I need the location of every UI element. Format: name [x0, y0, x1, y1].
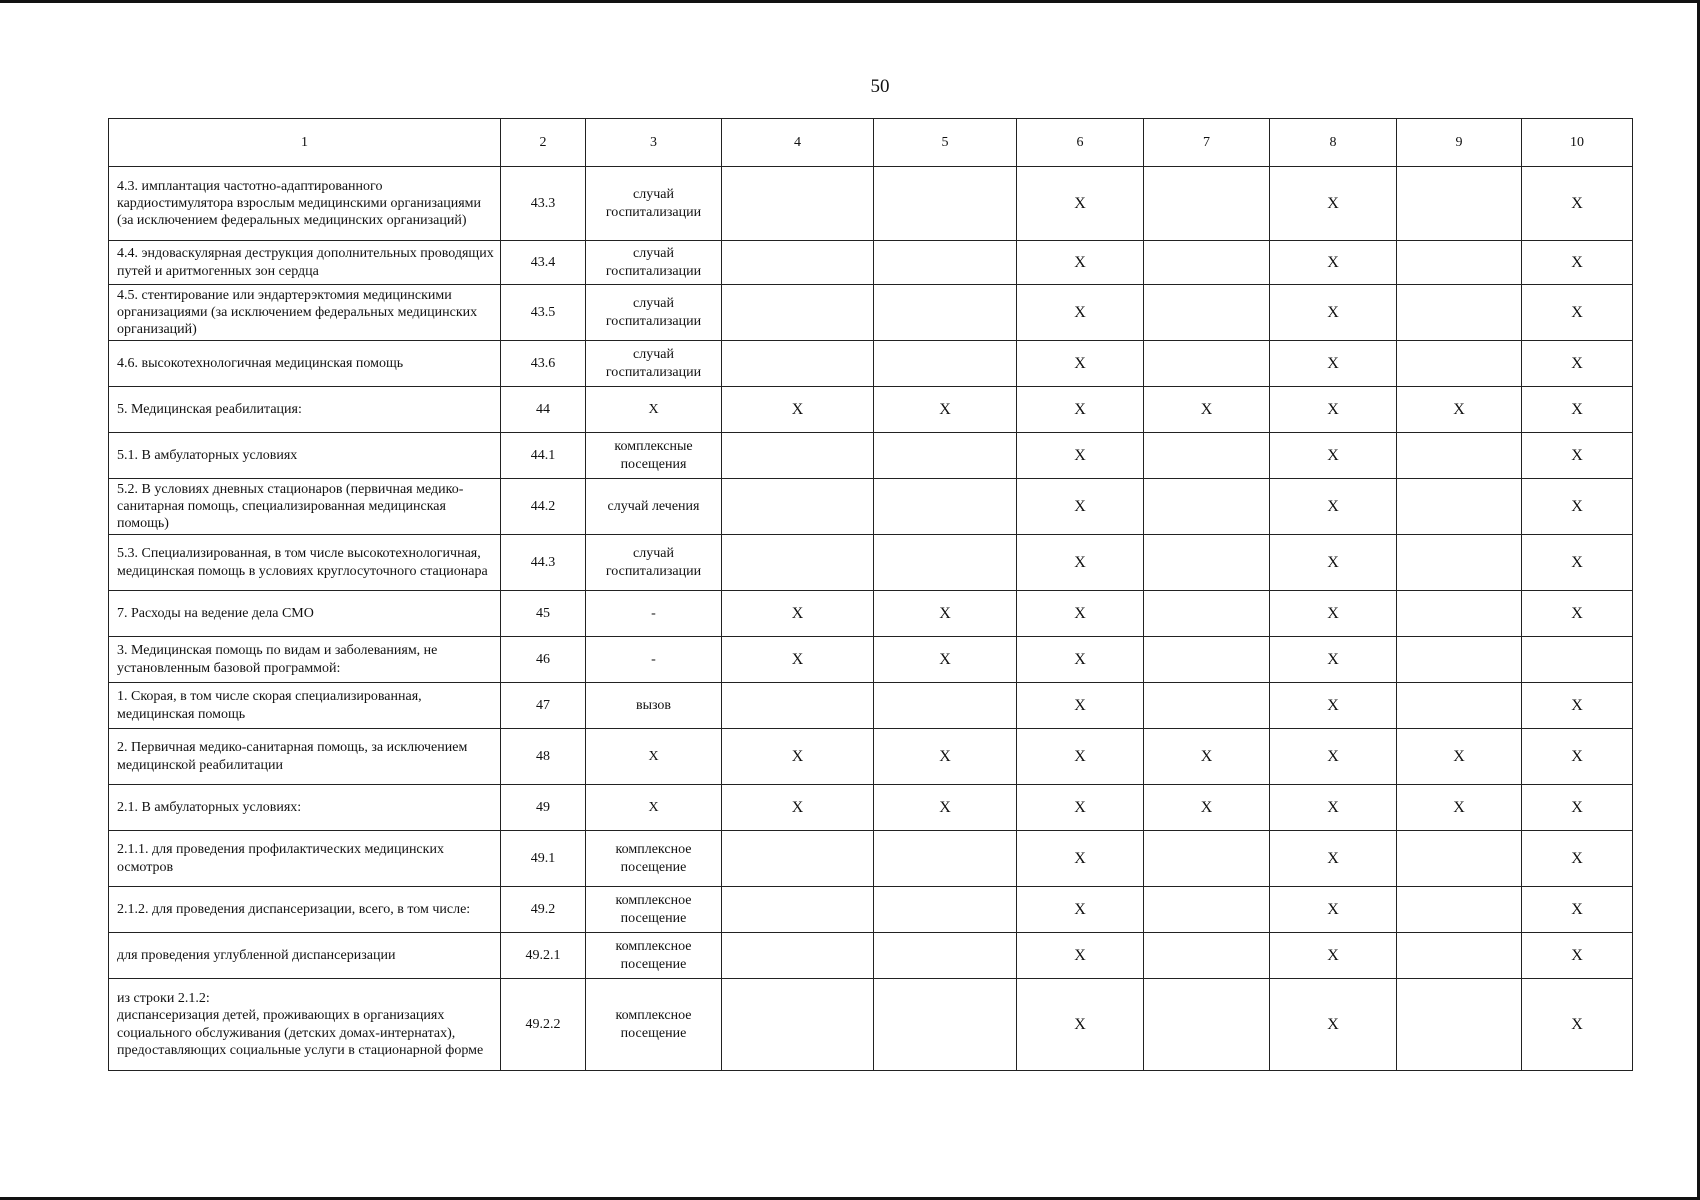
- table-cell-col7: X: [1144, 785, 1270, 831]
- table-cell-col2: 49.2: [501, 887, 586, 933]
- table-cell-col9: X: [1397, 387, 1522, 433]
- table-cell-col10: X: [1522, 979, 1633, 1071]
- table-cell-col5: [874, 341, 1017, 387]
- table-cell-col7: [1144, 341, 1270, 387]
- table-cell-col2: 44.2: [501, 479, 586, 535]
- table-cell-col3: комплексное посещение: [586, 887, 722, 933]
- table-cell-col3: комплексное посещение: [586, 979, 722, 1071]
- table-cell-col9: [1397, 433, 1522, 479]
- table-cell-col10: X: [1522, 387, 1633, 433]
- table-cell-col3: комплексное посещение: [586, 831, 722, 887]
- table-cell-col1: 7. Расходы на ведение дела СМО: [109, 591, 501, 637]
- table-cell-col9: X: [1397, 729, 1522, 785]
- table-cell-col1: 2.1. В амбулаторных условиях:: [109, 785, 501, 831]
- column-header: 7: [1144, 119, 1270, 167]
- table-cell-col1: из строки 2.1.2: диспансеризация детей, проживающих в организациях социального обслуживания (детских домах-интернатах), предоставляющих социальные услуги в стационарной форме: [109, 979, 501, 1071]
- table-cell-col8: X: [1270, 831, 1397, 887]
- table-cell-col4: X: [722, 729, 874, 785]
- table-cell-col7: [1144, 535, 1270, 591]
- table-cell-col7: [1144, 285, 1270, 341]
- table-cell-col4: [722, 683, 874, 729]
- table-cell-col5: [874, 979, 1017, 1071]
- table-cell-col3: вызов: [586, 683, 722, 729]
- column-header: 2: [501, 119, 586, 167]
- table-row: [109, 167, 1633, 241]
- table-row: [109, 591, 1633, 637]
- table-cell-col5: X: [874, 785, 1017, 831]
- table-cell-col1: 4.6. высокотехнологичная медицинская помощь: [109, 341, 501, 387]
- table-row: [109, 683, 1633, 729]
- table-cell-col4: X: [722, 591, 874, 637]
- column-header: 8: [1270, 119, 1397, 167]
- table-cell-col1: 2.1.1. для проведения профилактических медицинских осмотров: [109, 831, 501, 887]
- table-cell-col10: X: [1522, 887, 1633, 933]
- column-header: 10: [1522, 119, 1633, 167]
- table-row: [109, 479, 1633, 535]
- table-cell-col6: X: [1017, 341, 1144, 387]
- table-cell-col1: 4.3. имплантация частотно-адаптированного кардиостимулятора взрослым медицинскими организациями (за исключением федеральных медицинских организаций): [109, 167, 501, 241]
- table-cell-col8: X: [1270, 887, 1397, 933]
- table-cell-col10: X: [1522, 285, 1633, 341]
- table-cell-col2: 44.3: [501, 535, 586, 591]
- table-cell-col3: комплексное посещение: [586, 933, 722, 979]
- table-cell-col4: [722, 979, 874, 1071]
- table-cell-col3: случай лечения: [586, 479, 722, 535]
- table-cell-col4: [722, 285, 874, 341]
- table-cell-col9: [1397, 241, 1522, 285]
- column-header: 4: [722, 119, 874, 167]
- table-cell-col7: X: [1144, 387, 1270, 433]
- table-cell-col3: комплексные посещения: [586, 433, 722, 479]
- table-cell-col1: 2. Первичная медико-санитарная помощь, за исключением медицинской реабилитации: [109, 729, 501, 785]
- scan-edge-top: [0, 0, 1700, 3]
- table-cell-col3: случай госпитализации: [586, 535, 722, 591]
- table-cell-col9: [1397, 683, 1522, 729]
- table-cell-col2: 49.2.1: [501, 933, 586, 979]
- table-cell-col6: X: [1017, 683, 1144, 729]
- table-cell-col8: X: [1270, 683, 1397, 729]
- table-cell-col3: случай госпитализации: [586, 285, 722, 341]
- table-cell-col5: [874, 433, 1017, 479]
- table-cell-col6: X: [1017, 241, 1144, 285]
- header-row: [109, 119, 1633, 167]
- table-cell-col7: [1144, 241, 1270, 285]
- table-cell-col10: X: [1522, 683, 1633, 729]
- table-row: [109, 241, 1633, 285]
- table-cell-col3: X: [586, 785, 722, 831]
- table-cell-col2: 44.1: [501, 433, 586, 479]
- table-cell-col7: [1144, 479, 1270, 535]
- table-row: [109, 887, 1633, 933]
- table-cell-col5: [874, 241, 1017, 285]
- table-cell-col7: X: [1144, 729, 1270, 785]
- table-cell-col4: X: [722, 637, 874, 683]
- table-cell-col2: 43.3: [501, 167, 586, 241]
- table-cell-col5: [874, 479, 1017, 535]
- data-table: [108, 118, 1633, 1071]
- table-cell-col8: X: [1270, 387, 1397, 433]
- table-cell-col6: X: [1017, 285, 1144, 341]
- table-row: [109, 341, 1633, 387]
- table-cell-col1: 2.1.2. для проведения диспансеризации, всего, в том числе:: [109, 887, 501, 933]
- table-cell-col7: [1144, 637, 1270, 683]
- table-cell-col8: X: [1270, 979, 1397, 1071]
- table-cell-col10: X: [1522, 831, 1633, 887]
- table-cell-col8: X: [1270, 637, 1397, 683]
- table-cell-col8: X: [1270, 933, 1397, 979]
- table-cell-col6: X: [1017, 933, 1144, 979]
- table-cell-col2: 49.2.2: [501, 979, 586, 1071]
- table-cell-col9: [1397, 979, 1522, 1071]
- table-cell-col4: [722, 933, 874, 979]
- table-cell-col6: X: [1017, 433, 1144, 479]
- table-cell-col6: X: [1017, 167, 1144, 241]
- table-cell-col5: X: [874, 729, 1017, 785]
- table-cell-col4: [722, 535, 874, 591]
- table-cell-col9: [1397, 831, 1522, 887]
- table-cell-col10: X: [1522, 241, 1633, 285]
- table-cell-col6: X: [1017, 979, 1144, 1071]
- table-row: [109, 933, 1633, 979]
- table-cell-col8: X: [1270, 285, 1397, 341]
- table-row: [109, 785, 1633, 831]
- table-row: [109, 979, 1633, 1071]
- table-cell-col10: X: [1522, 535, 1633, 591]
- table-cell-col10: X: [1522, 167, 1633, 241]
- table-cell-col7: [1144, 933, 1270, 979]
- table-cell-col3: случай госпитализации: [586, 241, 722, 285]
- table-cell-col2: 44: [501, 387, 586, 433]
- table-row: [109, 729, 1633, 785]
- table-cell-col6: X: [1017, 729, 1144, 785]
- table-row: [109, 387, 1633, 433]
- column-header: 3: [586, 119, 722, 167]
- table-cell-col9: [1397, 887, 1522, 933]
- table-cell-col10: [1522, 637, 1633, 683]
- table-row: [109, 535, 1633, 591]
- table-cell-col1: 4.4. эндоваскулярная деструкция дополнительных проводящих путей и аритмогенных зон сердца: [109, 241, 501, 285]
- table-cell-col10: X: [1522, 591, 1633, 637]
- table-cell-col8: X: [1270, 341, 1397, 387]
- table-cell-col9: [1397, 591, 1522, 637]
- table-row: [109, 831, 1633, 887]
- table-cell-col6: X: [1017, 535, 1144, 591]
- table-cell-col8: X: [1270, 241, 1397, 285]
- table-body: [109, 167, 1633, 1071]
- table-cell-col4: [722, 887, 874, 933]
- table-cell-col6: X: [1017, 479, 1144, 535]
- table-cell-col4: [722, 241, 874, 285]
- table-cell-col7: [1144, 887, 1270, 933]
- table-cell-col3: случай госпитализации: [586, 341, 722, 387]
- table-cell-col7: [1144, 167, 1270, 241]
- table-cell-col3: случай госпитализации: [586, 167, 722, 241]
- table-cell-col5: [874, 683, 1017, 729]
- table-cell-col1: 3. Медицинская помощь по видам и заболеваниям, не установленным базовой программой:: [109, 637, 501, 683]
- table-cell-col6: X: [1017, 591, 1144, 637]
- table-cell-col8: X: [1270, 729, 1397, 785]
- table-cell-col1: для проведения углубленной диспансеризации: [109, 933, 501, 979]
- table-cell-col10: X: [1522, 729, 1633, 785]
- table-cell-col1: 5.3. Специализированная, в том числе высокотехнологичная, медицинская помощь в условиях круглосуточного стационара: [109, 535, 501, 591]
- table-cell-col7: [1144, 683, 1270, 729]
- table-cell-col9: [1397, 535, 1522, 591]
- table-cell-col7: [1144, 433, 1270, 479]
- table-cell-col5: [874, 831, 1017, 887]
- table-cell-col5: [874, 285, 1017, 341]
- table-cell-col5: X: [874, 387, 1017, 433]
- table-cell-col4: [722, 167, 874, 241]
- page-number: 50: [870, 76, 890, 97]
- table-cell-col9: [1397, 933, 1522, 979]
- table-cell-col5: [874, 887, 1017, 933]
- column-header: 9: [1397, 119, 1522, 167]
- column-header: 6: [1017, 119, 1144, 167]
- table-cell-col1: 4.5. стентирование или эндартерэктомия медицинскими организациями (за исключением федеральных медицинских организаций): [109, 285, 501, 341]
- table-cell-col2: 47: [501, 683, 586, 729]
- table-cell-col5: [874, 167, 1017, 241]
- table-cell-col2: 43.5: [501, 285, 586, 341]
- table-cell-col2: 49: [501, 785, 586, 831]
- table-cell-col2: 45: [501, 591, 586, 637]
- table-row: [109, 637, 1633, 683]
- table-cell-col4: [722, 433, 874, 479]
- table-cell-col9: [1397, 167, 1522, 241]
- table-cell-col8: X: [1270, 479, 1397, 535]
- table-cell-col4: [722, 479, 874, 535]
- table-cell-col1: 5.2. В условиях дневных стационаров (первичная медико-санитарная помощь, специализированная медицинская помощь): [109, 479, 501, 535]
- table-cell-col9: X: [1397, 785, 1522, 831]
- table-cell-col4: [722, 341, 874, 387]
- table-cell-col1: 5. Медицинская реабилитация:: [109, 387, 501, 433]
- table-cell-col3: -: [586, 591, 722, 637]
- table-cell-col3: -: [586, 637, 722, 683]
- table-row: [109, 433, 1633, 479]
- table-cell-col10: X: [1522, 785, 1633, 831]
- table-cell-col9: [1397, 285, 1522, 341]
- table-cell-col2: 48: [501, 729, 586, 785]
- table-cell-col6: X: [1017, 387, 1144, 433]
- table-cell-col8: X: [1270, 433, 1397, 479]
- table-cell-col9: [1397, 479, 1522, 535]
- column-header: 1: [109, 119, 501, 167]
- table-cell-col10: X: [1522, 479, 1633, 535]
- table-cell-col5: [874, 535, 1017, 591]
- table-cell-col7: [1144, 831, 1270, 887]
- table-cell-col4: [722, 831, 874, 887]
- table-cell-col3: X: [586, 387, 722, 433]
- table-cell-col6: X: [1017, 637, 1144, 683]
- table-cell-col3: X: [586, 729, 722, 785]
- table-cell-col5: X: [874, 637, 1017, 683]
- table-cell-col8: X: [1270, 535, 1397, 591]
- table-cell-col5: [874, 933, 1017, 979]
- table-row: [109, 285, 1633, 341]
- table-cell-col2: 49.1: [501, 831, 586, 887]
- table-cell-col10: X: [1522, 341, 1633, 387]
- table-cell-col6: X: [1017, 785, 1144, 831]
- table-cell-col6: X: [1017, 831, 1144, 887]
- table-cell-col1: 5.1. В амбулаторных условиях: [109, 433, 501, 479]
- table-cell-col10: X: [1522, 433, 1633, 479]
- table-cell-col8: X: [1270, 167, 1397, 241]
- table-cell-col9: [1397, 341, 1522, 387]
- table-cell-col8: X: [1270, 785, 1397, 831]
- table-cell-col4: X: [722, 785, 874, 831]
- table-cell-col1: 1. Скорая, в том числе скорая специализированная, медицинская помощь: [109, 683, 501, 729]
- table-cell-col2: 43.6: [501, 341, 586, 387]
- table-cell-col10: X: [1522, 933, 1633, 979]
- table-cell-col5: X: [874, 591, 1017, 637]
- table-cell-col7: [1144, 591, 1270, 637]
- table-cell-col7: [1144, 979, 1270, 1071]
- table-cell-col4: X: [722, 387, 874, 433]
- table-cell-col2: 43.4: [501, 241, 586, 285]
- table-cell-col8: X: [1270, 591, 1397, 637]
- column-header: 5: [874, 119, 1017, 167]
- table-cell-col2: 46: [501, 637, 586, 683]
- table-cell-col6: X: [1017, 887, 1144, 933]
- table-cell-col9: [1397, 637, 1522, 683]
